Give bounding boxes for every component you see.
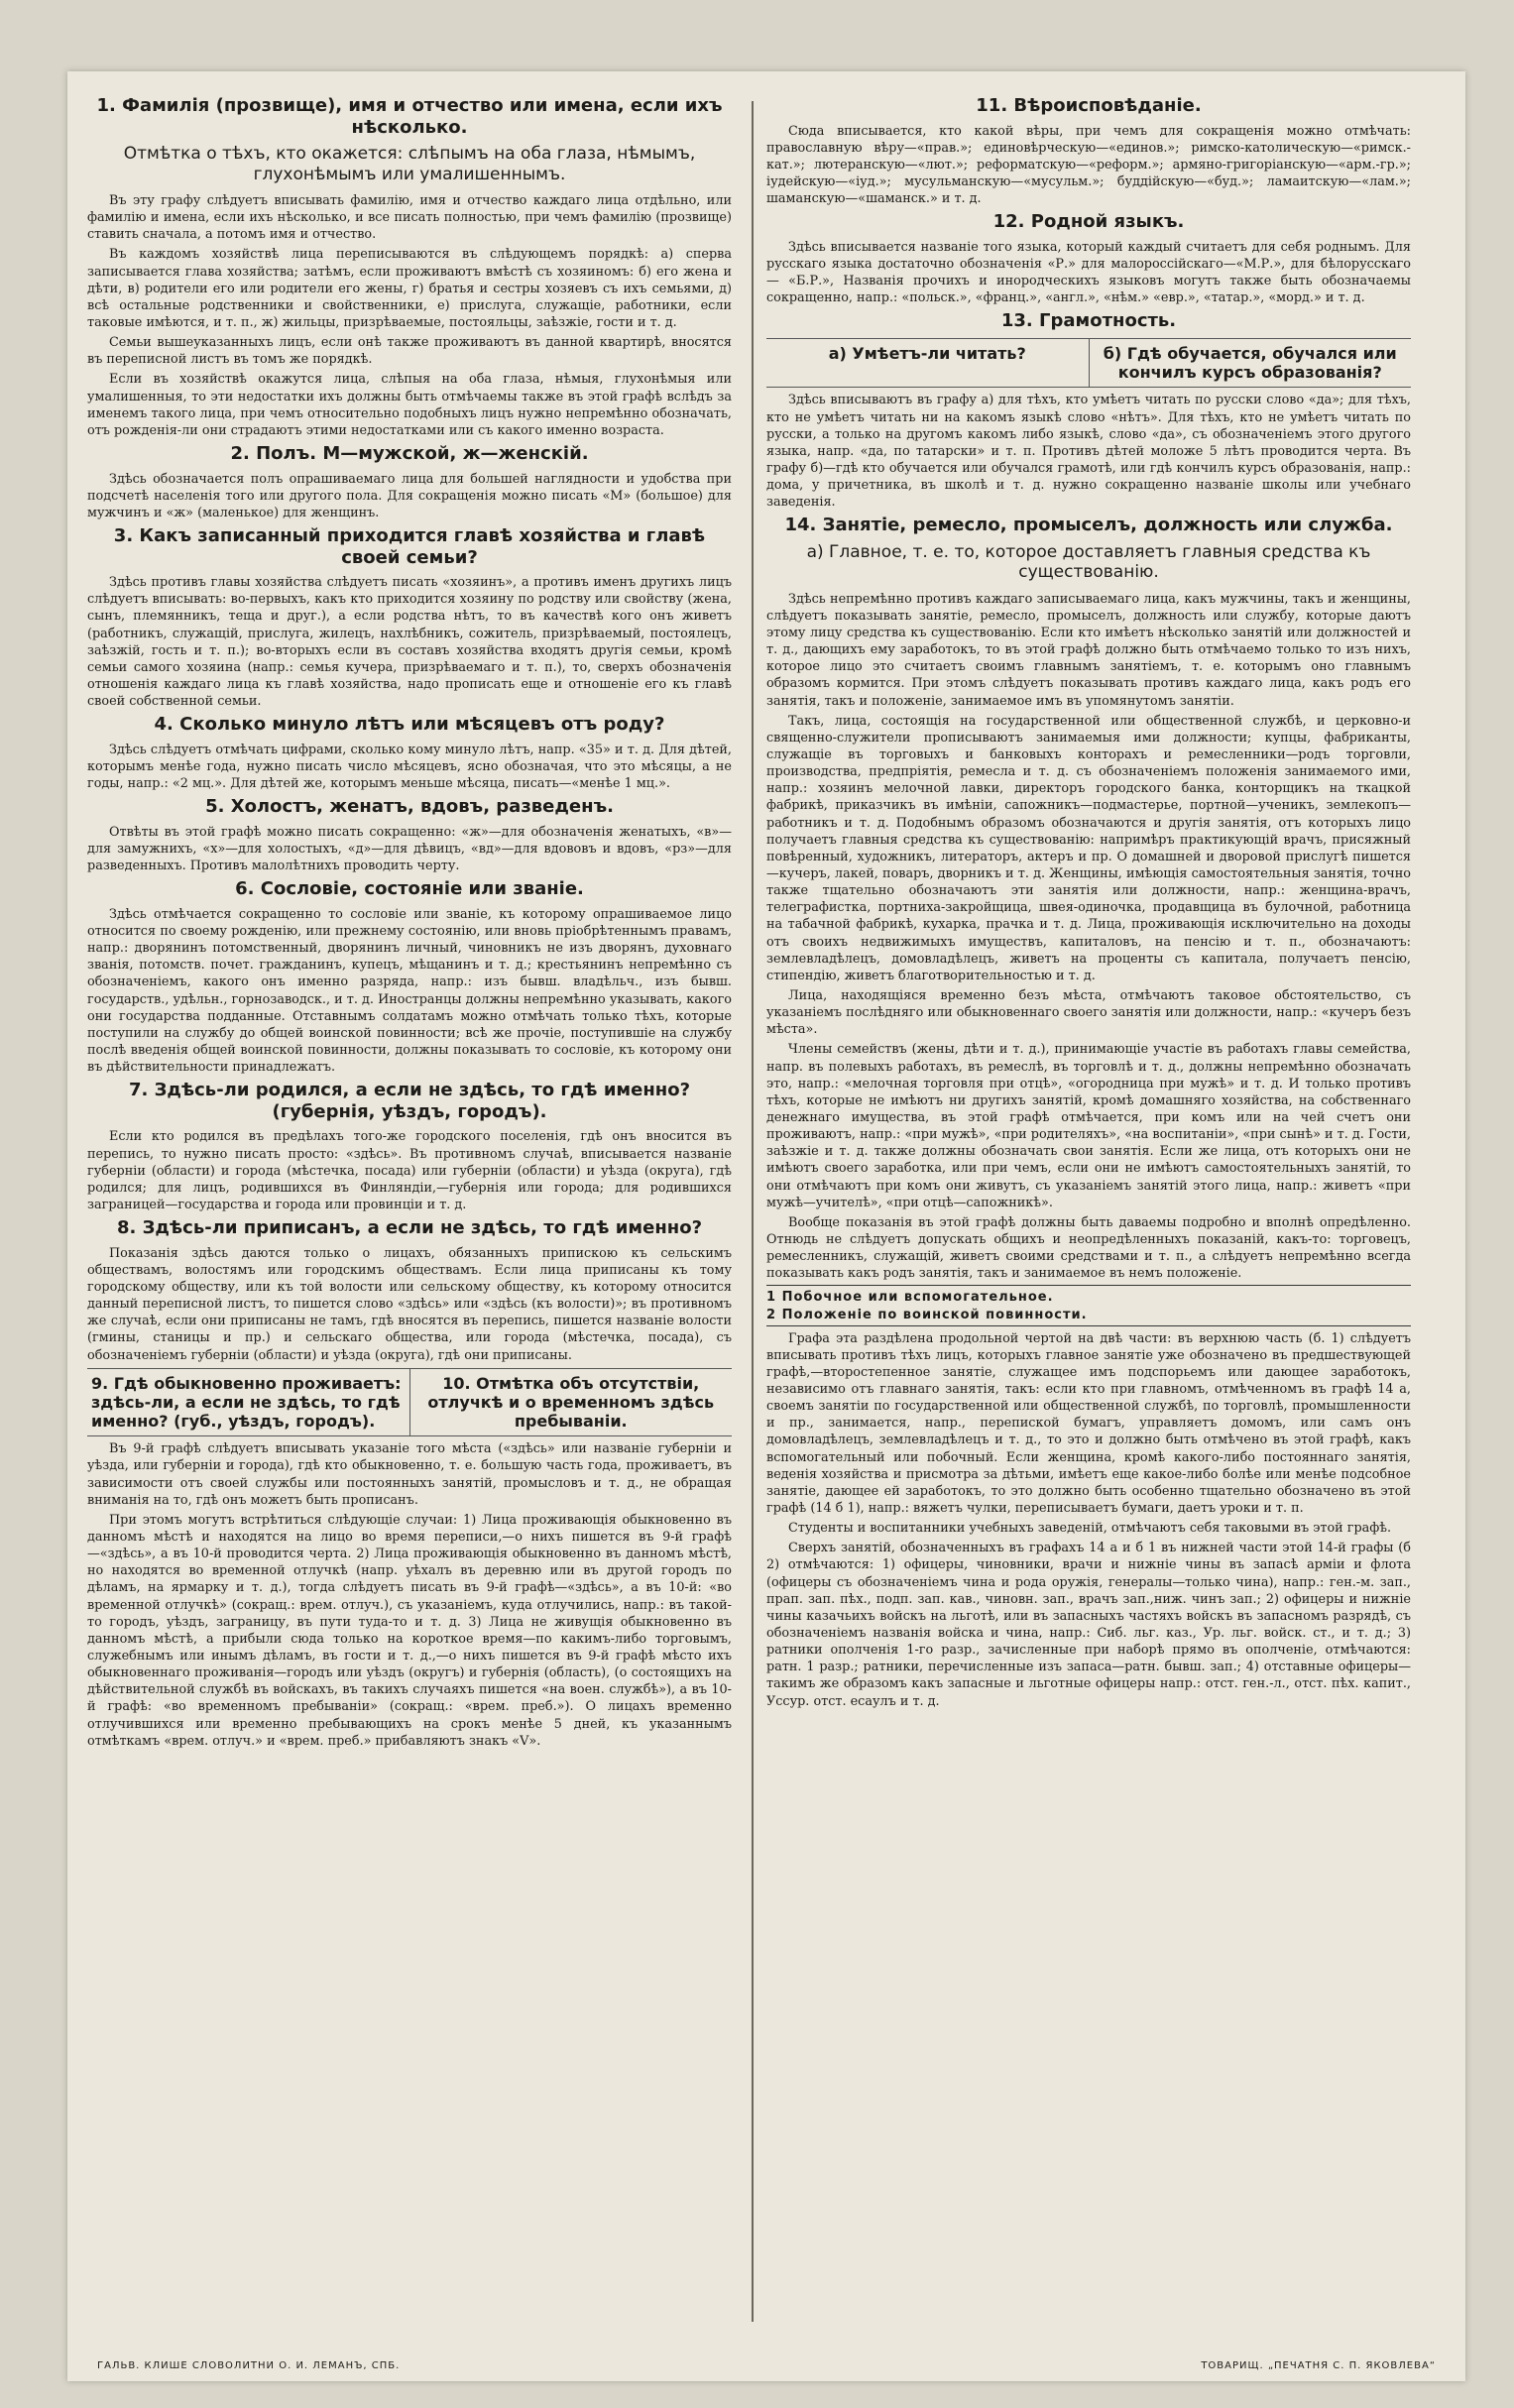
section-14-title: 14. Занятіе, ремесло, промыселъ, должность или служба. [784, 515, 1393, 536]
rule [766, 1325, 1411, 1326]
paragraph: Здѣсь непремѣнно противъ каждаго записываемаго лица, какъ мужчины, такъ и женщины, слѣдуетъ показывать занятіе, ремесло, промыселъ, должность или службу, которые даютъ этому лицу средства къ существованію. Если кто имѣетъ нѣсколько занятій или должностей и т. д., дающихъ ему заработокъ, то въ этой графѣ должно быть отмѣчаемо только то изъ нихъ, которое лицо это считаетъ своимъ главнымъ занятіемъ, т. е. которымъ оно главнымъ образомъ кормится. При этомъ слѣдуетъ показывать противъ каждаго лица, какъ родъ его занятія, такъ и положеніе, занимаемое имъ въ упомянутомъ занятіи. [766, 591, 1411, 709]
paragraph: Семьи вышеуказанныхъ лицъ, если онѣ также проживаютъ въ данной квартирѣ, вносятся въ переписной листъ въ томъ же порядкѣ. [87, 335, 732, 368]
section-9-title: 9. Гдѣ обыкновенно проживаетъ: здѣсь-ли, а если не здѣсь, то гдѣ именно? (губ., уѣздъ, городъ). [91, 1373, 402, 1432]
paragraph: Если кто родился въ предѣлахъ того-же городского поселенія, гдѣ онъ вносится въ перепись, то нужно писать просто: «здѣсь». Въ противномъ случаѣ, вписывается названіе губерніи (области) и города (мѣстечка, посада) или губерніи (области) и уѣзда (округа), гдѣ родился; для лицъ, родившихся въ Финляндіи,—губернія или города; для родившихся заграницей—государства и города или провинціи и т. д. [87, 1129, 732, 1213]
paragraph: Сюда вписывается, кто какой вѣры, при чемъ для сокращенія можно отмѣчать: православную вѣру—«прав.»; единовѣрческую—«единов.»; римско-католическую—«римск.-кат.»; лютеранскую—«лют.»; реформатскую—«реформ.»; армяно-григоріанскую—«арм.-гр.»; іудейскую—«іуд.»; мусульманскую—«мусульм.»; буддійскую—«буд.»; ламаитскую—«лам.»; шаманскую—«шаманск.» и т. д. [766, 123, 1411, 207]
section-1-title: 1. Фамилія (прозвище), имя и отчество или имена, если ихъ нѣсколько. [96, 95, 723, 138]
section-12-title: 12. Родной языкъ. [992, 211, 1185, 233]
paragraph: Если въ хозяйствѣ окажутся лица, слѣпыя на оба глаза, нѣмыя, глухонѣмыя или умалишенныя, то эти недостатки ихъ должны быть отмѣчаемы также въ этой графѣ вслѣдъ за именемъ такого лица, при чемъ относительно подобныхъ лицъ нужно непремѣнно обозначать, отъ рожденія-ли они страдаютъ этими недостатками или съ какого именно возраста. [87, 372, 732, 438]
section-13a-title: а) Умѣетъ-ли читать? [828, 344, 1026, 364]
section-9-cell [87, 1369, 410, 1436]
section-13b-cell [1090, 339, 1412, 387]
rule [766, 1285, 1411, 1286]
paragraph: Такъ, лица, состоящія на государственной или общественной службѣ, и церковно-и священно-служители прописываютъ занимаемыя ими должности; купцы, фабриканты, служащіе въ торговыхъ и банковыхъ конторахъ и ремесленники—родъ торговли, производства, предпріятія, ремесла и т. д. съ обозначеніемъ положенія занимаемого ими, напр.: хозяинъ мелочной лавки, директоръ городского банка, конторщикъ на ткацкой фабрикѣ, приказчикъ въ имѣніи, сапожникъ—подмастерье, портной—ученикъ, землекопъ—работникъ и т. д. Подобнымъ образомъ обозначаются и другія занятія, отъ которыхъ лицо получаетъ главныя средства къ существованію: напримѣръ практикующій врачъ, присяжный повѣренный, художникъ, литераторъ, актеръ и пр. О домашней и дворовой прислугѣ пишется—кучеръ, лакей, поваръ, дворникъ и т. д. Женщины, имѣющія самостоятельныя занятія, точно также тщательно обозначаютъ эти занятія или должности, напр.: женщина-врачъ, телеграфистка, портниха-закройщица, швея-одиночка, продавщица въ булочной, работница на табачной фабрикѣ, кухарка, прачка и т. д. Лица, проживающія исключительно на доходы отъ своихъ недвижимыхъ имуществъ, капиталовъ, на пенсію и т. п., обозначаютъ: землевладѣлецъ, домовладѣлецъ, живетъ на проценты съ капитала, получаетъ пенсію, стипендію, живетъ благотворительностью и т. д. [766, 713, 1411, 983]
section-13b-title: б) Гдѣ обучается, обучался или кончилъ курсъ образованія? [1103, 344, 1397, 383]
section-14a-subtitle: а) Главное, т. е. то, которое доставляетъ главныя средства къ существованію. [806, 542, 1371, 583]
left-column [87, 91, 732, 2342]
paragraph: Въ каждомъ хозяйствѣ лица переписываются въ слѣдующемъ порядкѣ: а) сперва записывается глава хозяйства; затѣмъ, если проживаютъ вмѣстѣ съ хозяиномъ: б) его жена и дѣти, в) родители его или родители его жены, г) братья и сестры хозяевъ съ ихъ семьями, д) всѣ остальные родственники и свойственники, е) прислуга, служащіе, работники, если таковые имѣются, и т. п., ж) жильцы, призрѣваемые, постояльцы, заѣзжіе, гости и т. д. [87, 247, 732, 330]
section-13a-cell [766, 339, 1090, 387]
section-14b1-title: 1 Побочное или вспомогательное. [766, 1290, 1054, 1306]
section-2-title: 2. Полъ. М—мужской, ж—женскій. [230, 442, 589, 464]
printer-credit-right: ТОВАРИЩ. „ПЕЧАТНЯ С. П. ЯКОВЛЕВА“ [1201, 2360, 1436, 2371]
section-7-title: 7. Здѣсь-ли родился, а если не здѣсь, то гдѣ именно? (губернія, уѣздъ, городъ). [128, 1080, 691, 1122]
column-divider [752, 101, 754, 2322]
paragraph: Здѣсь противъ главы хозяйства слѣдуетъ писать «хозяинъ», а противъ именъ другихъ лицъ слѣдуетъ вписывать: во-первыхъ, какъ кто приходится хозяину по родству или свойству (жена, сынъ, племянникъ, теща и друг.), а если родства нѣтъ, то въ качествѣ кого онъ живетъ (работникъ, служащій, прислуга, жилецъ, нахлѣбникъ, сожитель, призрѣваемый, постоялецъ, заѣзжій, гость и т. п.); во-вторыхъ если въ составъ хозяйства входятъ другія семьи, кромѣ семьи самого хозяина (напр.: семья кучера, призрѣваемаго и т. п.), то, сверхъ обозначенія отношенія каждаго лица къ главѣ хозяйства, надо прописать еще и отношеніе его къ главѣ своей собственной семьи. [87, 575, 732, 710]
section-10-title: 10. Отмѣтка объ отсутствіи, отлучкѣ и о временномъ здѣсь пребываніи. [427, 1373, 715, 1432]
section-13-title: 13. Грамотность. [1000, 310, 1177, 332]
sections-9-10-header [87, 1368, 732, 1437]
paragraph: Здѣсь обозначается полъ опрашиваемаго лица для большей наглядности и удобства при подсчетѣ населенія того или другого пола. Для сокращенія можно писать «М» (большое) для мужчинъ и «ж» (маленькое) для женщинъ. [87, 471, 732, 520]
section-3-title: 3. Какъ записанный приходится главѣ хозяйства и главѣ своей семьи? [113, 524, 706, 568]
census-instruction-page [67, 71, 1465, 2381]
paragraph: Сверхъ занятій, обозначенныхъ въ графахъ 14 а и б 1 въ нижней части этой 14-й графы (б 2) отмѣчаются: 1) офицеры, чиновники, врачи и нижніе чины въ запасѣ арміи и флота (офицеры съ обозначеніемъ чина и рода оружія, генералы—только чина), напр.: ген.-м. зап., прап. зап. пѣх., подп. зап. кав., чиновн. зап., врачъ зап.,ниж. чинъ зап.; 2) офицеры и нижніе чины казачьихъ войскъ на льготѣ, или въ запасныхъ частяхъ войскъ въ запасномъ разрядѣ, съ обозначеніемъ названія войска и чина, напр.: Сиб. льг. каз., Ур. льг. войск. ст., и т. д.; 3) ратники ополченія 1-го разр., зачисленные при наборѣ прямо въ ополченіе, отмѣчаются: ратн. 1 разр.; ратники, перечисленные изъ запаса—ратн. бывш. зап.; 4) отставные офицеры—такимъ же образомъ какъ запасные и льготные офицеры напр.: отст. ген.-л., отст. пѣх. капит., Уссур. отст. есаулъ и т. д. [766, 1541, 1411, 1709]
section-4-title: 4. Сколько минуло лѣтъ или мѣсяцевъ отъ роду? [154, 714, 665, 736]
paragraph: Графа эта раздѣлена продольной чертой на двѣ части: въ верхнюю часть (б. 1) слѣдуетъ вписывать противъ тѣхъ лицъ, которыхъ главное занятіе уже обозначено въ предшествующей графѣ,—второстепенное занятіе, служащее имъ подспорьемъ или дающее заработокъ, независимо отъ главнаго занятія, такъ: если кто при главномъ, отмѣченномъ въ графѣ 14 а, своемъ занятіи по государственной или общественной службѣ, по торговлѣ, промышленности и пр., занимается, напр., перепиской бумагъ, управляетъ домомъ, или самъ онъ домовладѣлецъ, землевладѣлецъ и т. д., то это и должно быть отмѣчено въ этой графѣ, какъ вспомогательный или побочный. Если женщина, кромѣ какого-либо постояннаго занятія, веденія хозяйства и присмотра за дѣтьми, имѣетъ еще какое-либо болѣе или менѣе подсобное занятіе, дающее ей заработокъ, то это должно быть особенно тщательно обозначено въ этой графѣ (14 б 1), напр.: вяжетъ чулки, переписываетъ бумаги, даетъ уроки и т. п. [766, 1330, 1411, 1516]
paragraph: Здѣсь вписываютъ въ графу а) для тѣхъ, кто умѣетъ читать по русски слово «да»; для тѣхъ, кто не умѣетъ читать ни на какомъ языкѣ слово «нѣтъ». Для тѣхъ, кто не умѣетъ читать по русски, а только на другомъ какомъ либо языкѣ, слово «да», съ обозначеніемъ этого другого языка, напр. «да, по татарски» и т. п. Противъ дѣтей моложе 5 лѣтъ проводится черта. Въ графу б)—гдѣ кто обучается или обучался грамотѣ, или гдѣ кончилъ курсъ образованія, напр.: дома, у причетника, въ школѣ и т. д. нужно сокращенно названіе школы или учебнаго заведенія. [766, 393, 1411, 511]
paragraph: Отвѣты въ этой графѣ можно писать сокращенно: «ж»—для обозначенія женатыхъ, «в»—для замужнихъ, «х»—для холостыхъ, «д»—для дѣвицъ, «вд»—для вдововъ и вдовъ, «рз»—для разведенныхъ. Противъ малолѣтнихъ проводить черту. [87, 824, 732, 874]
section-8-title: 8. Здѣсь-ли приписанъ, а если не здѣсь, то гдѣ именно? [116, 1217, 703, 1239]
paragraph: Члены семействъ (жены, дѣти и т. д.), принимающіе участіе въ работахъ главы семейства, напр. въ полевыхъ работахъ, въ ремеслѣ, въ торговлѣ и т. д., должны непремѣнно обозначать это, напр.: «мелочная торговля при отцѣ», «огородница при мужѣ» и т. д. И только противъ тѣхъ, которые не имѣютъ ни другихъ занятій, кромѣ домашняго хозяйства, на собственнаго денежнаго имущества, въ этой графѣ отмѣчается, при комъ или на чей счетъ они проживаютъ, напр.: «при мужѣ», «при родителяхъ», «на воспитаніи», «при сынѣ» и т. д. Гости, заѣзжіе и т. д. также должны обозначать свои занятія. Если же лица, отъ которыхъ они не имѣютъ своего заработка, или при чемъ, если они не имѣютъ самостоятельныхъ занятій, то они отмѣчаютъ при комъ они живутъ, съ указаніемъ занятій этого лица, напр.: живетъ «при мужѣ—учителѣ», «при отцѣ—сапожникѣ». [766, 1042, 1411, 1210]
section-11-title: 11. Вѣроисповѣданіе. [976, 95, 1202, 116]
paragraph: Здѣсь вписывается названіе того языка, который каждый считаетъ для себя роднымъ. Для русскаго языка достаточно обозначенія «Р.» для малороссійскаго—«М.Р.», для бѣлорусскаго — «Б.Р.», Названія прочихъ и инородческихъ языковъ могутъ также быть обозначаемы сокращенно, напр.: «польск.», «франц.», «англ.», «нѣм.» «евр.», «татар.», «морд.» и т. д. [766, 239, 1411, 306]
section-6-title: 6. Сословіе, состояніе или званіе. [235, 878, 584, 900]
paragraph: Показанія здѣсь даются только о лицахъ, обязанныхъ припискою къ сельскимъ обществамъ, волостямъ или городскимъ обществамъ. Если лица приписаны къ тому городскому обществу, или къ той волости или сельскому обществу, къ которому относится данный переписной листъ, то пишется слово «здѣсь» или «здѣсь (къ волости)»; въ противномъ же случаѣ, если они приписаны не тамъ, гдѣ вносятся въ перепись, пишется названіе волости (гмины, станицы и пр.) и сельскаго общества, или города (мѣстечка, посада), съ обозначеніемъ губерніи (области) и уѣзда (округа), гдѣ они приписаны. [87, 1245, 732, 1363]
paragraph: При этомъ могутъ встрѣтиться слѣдующіе случаи: 1) Лица проживающія обыкновенно въ данномъ мѣстѣ и находятся на лицо во время переписи,—о нихъ пишется въ 9-й графѣ—«здѣсь», а въ 10-й проводится черта. 2) Лица проживающія обыкновенно въ данномъ мѣстѣ, но находятся во временной отлучкѣ (напр. уѣхалъ въ деревню или въ другой городъ по дѣламъ, на ярмарку и т. д.), тогда слѣдуетъ писать въ 9-й графѣ—«здѣсь», а въ 10-й: «во временной отлучкѣ» (сокращ.: врем. отлуч.), съ указаніемъ, куда отлучились, напр.: въ такой-то городъ, уѣздъ, заграницу, въ пути туда-то и т. д. 3) Лица не живущія обыкновенно въ данномъ мѣстѣ, а прибыли сюда только на короткое время—по какимъ-либо торговымъ, служебнымъ или инымъ дѣламъ, въ гости и т. д.,—о нихъ пишется въ 9-й графѣ мѣсто ихъ обыкновеннаго проживанія—городъ или уѣздъ (округъ) и губернія (область), (о состоящихъ на дѣйствительной службѣ въ войскахъ, въ такихъ случаяхъ пишется «на воен. службѣ»), а въ 10-й графѣ: «во временномъ пребываніи» (сокращ.: «врем. преб.»). О лицахъ временно отлучившихся или временно пребывающихъ на срокъ менѣе 5 дней, къ указаннымъ отмѣткамъ «врем. отлуч.» и «врем. преб.» прибавляютъ знакъ «V». [87, 1512, 732, 1749]
paragraph: Здѣсь отмѣчается сокращенно то сословіе или званіе, къ которому опрашиваемое лицо относится по своему рожденію, или прежнему состоянію, или вновь пріобрѣтеннымъ правамъ, напр.: дворянинъ потомственный, дворянинъ личный, чиновникъ не изъ дворянъ, духовнаго званія, потомств. почет. гражданинъ, купецъ, мѣщанинъ и т. д.; крестьянинъ непремѣнно съ обозначеніемъ, какого онъ именно разряда, напр.: изъ бывш. владѣльч., изъ бывш. государств., удѣльн., горнозаводск., и т. д. Иностранцы должны непремѣнно указывать, какого они государства подданные. Отставнымъ солдатамъ можно отмѣчать только тѣхъ, которые поступили на службу до общей воинской повинности; всѣ же прочіе, поступившіе на службу послѣ введенія общей воинской повинности, должны показывать то сословіе, къ которому они въ дѣйствительности принадлежатъ. [87, 906, 732, 1076]
paragraph: Въ эту графу слѣдуетъ вписывать фамилію, имя и отчество каждаго лица отдѣльно, или фамилію и имена, если ихъ нѣсколько, и все писать полностью, при чемъ фамилію (прозвище) ставить сначала, а потомъ имя и отчество. [87, 192, 732, 243]
section-14b2-title: 2 Положеніе по воинской повинности. [766, 1308, 1088, 1322]
right-column [766, 91, 1411, 2342]
paragraph: Вообще показанія въ этой графѣ должны быть даваемы подробно и вполнѣ опредѣленно. Отнюдь не слѣдуетъ допускать общихъ и неопредѣленныхъ показаній, какъ-то: торговецъ, ремесленникъ, служащій, живетъ своими средствами и т. п., а слѣдуетъ непремѣнно всегда показывать какъ родъ занятія, такъ и занимаемое въ немъ положеніе. [766, 1214, 1411, 1282]
paragraph: Въ 9-й графѣ слѣдуетъ вписывать указаніе того мѣста («здѣсь» или названіе губерніи и уѣзда, или губерніи и города), гдѣ кто обыкновенно, т. е. большую часть года, проживаетъ, въ зависимости отъ своей службы или постоянныхъ занятій, промысловъ и т. д., не обращая вниманія на то, гдѣ онъ можетъ быть прописанъ. [87, 1441, 732, 1508]
paragraph: Лица, находящіяся временно безъ мѣста, отмѣчаютъ таковое обстоятельство, съ указаніемъ послѣдняго или обыкновеннаго своего занятія или должности, напр.: «кучеръ безъ мѣста». [766, 988, 1411, 1038]
section-10-cell [410, 1369, 733, 1436]
section-13-header [766, 338, 1411, 388]
printer-credit-left: ГАЛЬВ. КЛИШЕ СЛОВОЛИТНИ О. И. ЛЕМАНЪ, СПБ. [97, 2360, 401, 2371]
section-1-subtitle: Отмѣтка о тѣхъ, кто окажется: слѣпымъ на оба глаза, нѣмымъ, глухонѣмымъ или умалишеннымъ. [123, 144, 696, 184]
paragraph: Здѣсь слѣдуетъ отмѣчать цифрами, сколько кому минуло лѣтъ, напр. «35» и т. д. Для дѣтей, которымъ менѣе года, нужно писать число мѣсяцевъ, ясно обозначая, что это мѣсяцы, а не годы, напр.: «2 мц.». Для дѣтей же, которымъ меньше мѣсяца, писать—«менѣе 1 мц.». [87, 742, 732, 792]
section-5-title: 5. Холостъ, женатъ, вдовъ, разведенъ. [205, 796, 614, 818]
paragraph: Студенты и воспитанники учебныхъ заведеній, отмѣчаютъ себя таковыми въ этой графѣ. [788, 1521, 1392, 1537]
